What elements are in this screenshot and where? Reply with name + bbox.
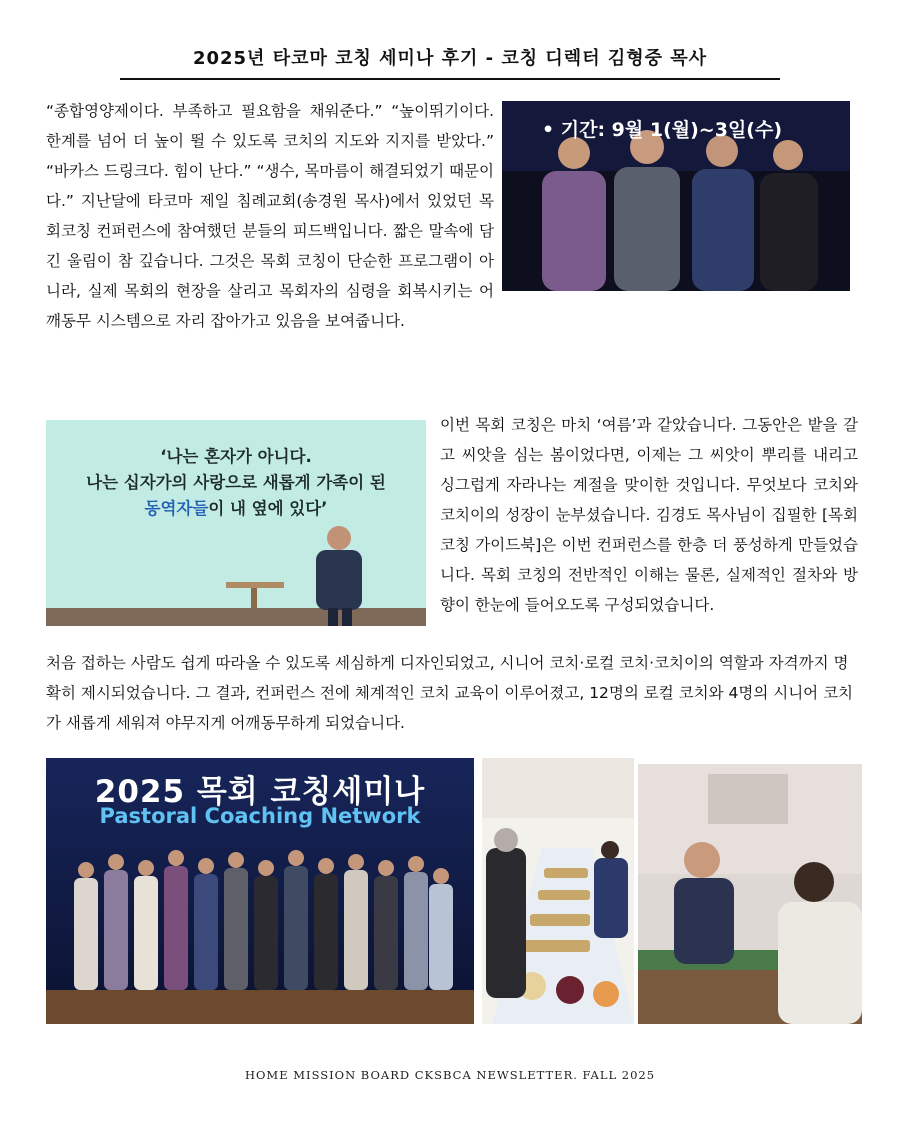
- photo-buffet-table: [482, 758, 634, 1024]
- photo-group-banner: [46, 758, 474, 1024]
- photo-coaching-conversation: [638, 764, 862, 1024]
- title-divider: [120, 78, 780, 80]
- page-title: 2025년 타코마 코칭 세미나 후기 - 코칭 디렉터 김형중 목사: [192, 48, 708, 69]
- quote-line-3: [46, 496, 426, 522]
- quote-line-2: 나는 십자가의 사랑으로 새롭게 가족이 된: [86, 473, 386, 492]
- photo-2-quote: [46, 444, 426, 522]
- photo-1-caption: • 기간: 9월 1(월)~3일(수): [542, 119, 783, 141]
- article-paragraph-1: “종합영양제이다. 부족하고 필요함을 채워준다.” “높이뛰기이다. 한계를 넘어 더 높이 뛸 수 있도록 코치의 지도와 지지를 받았다.” “바카스 드링크다. 힘이 난다.” “생수, 목마름이 해결되었기 때문이다.” 지난달에 타코마 제일 침례교회(송경원 목사)에서 있었던 목회코칭 컨퍼런스에 참여했던 분들의 피드백입니다. 짧은 말속에 담긴 울림이 참 깊습니다. 그것은 목회 코칭이 단순한 프로그램이 아니라, 실제 목회의 현장을 살리고 목회자의 심령을 회복시키는 어깨동무 시스템으로 자리 잡아가고 있음을 보여줍니다.: [46, 102, 494, 330]
- quote-line-1: ‘나는 혼자가 아니다.: [160, 447, 312, 466]
- quote-line-3-rest: 이 내 옆에 있다’: [208, 499, 328, 518]
- photo-pastors-on-stage: [502, 101, 850, 291]
- article-paragraph-2: 이번 목회 코칭은 마치 ‘여름’과 같았습니다. 그동안은 밭을 갈고 씨앗을 심는 봄이었다면, 이제는 그 씨앗이 뿌리를 내리고 싱그럽게 자라나는 계절을 맞이한 것입니다. 무엇보다 코치와 코치이의 성장이 눈부셨습니다. 김경도 목사님이 집필한 [목회 코칭 가이드북]은 이번 컨퍼런스를 한층 더 풍성하게 만들었습니다. 목회 코칭의 전반적인 이해는 물론, 실제적인 절차와 방향이 한눈에 들어오도록 구성되었습니다.: [440, 416, 858, 614]
- photo-3-banner-title: 2025 목회 코칭세미나: [94, 774, 426, 810]
- newsletter-footer: HOME MISSION BOARD CKSBCA NEWSLETTER. FALL 2025: [244, 1068, 656, 1082]
- photo-3-banner-subtitle: Pastoral Coaching Network: [99, 804, 421, 828]
- article-paragraph-3: 처음 접하는 사람도 쉽게 따라올 수 있도록 세심하게 디자인되었고, 시니어 코치·로컬 코치·코치이의 역할과 자격까지 명확히 제시되었습니다. 그 결과, 컨퍼런스 전에 체계적인 코치 교육이 이루어졌고, 12명의 로컬 코치와 4명의 시니어 코치가 새롭게 세워져 야무지게 어깨동무하게 되었습니다.: [46, 654, 854, 732]
- quote-highlight: 동역자들: [144, 499, 209, 518]
- photo-speaker-quote: [46, 420, 426, 626]
